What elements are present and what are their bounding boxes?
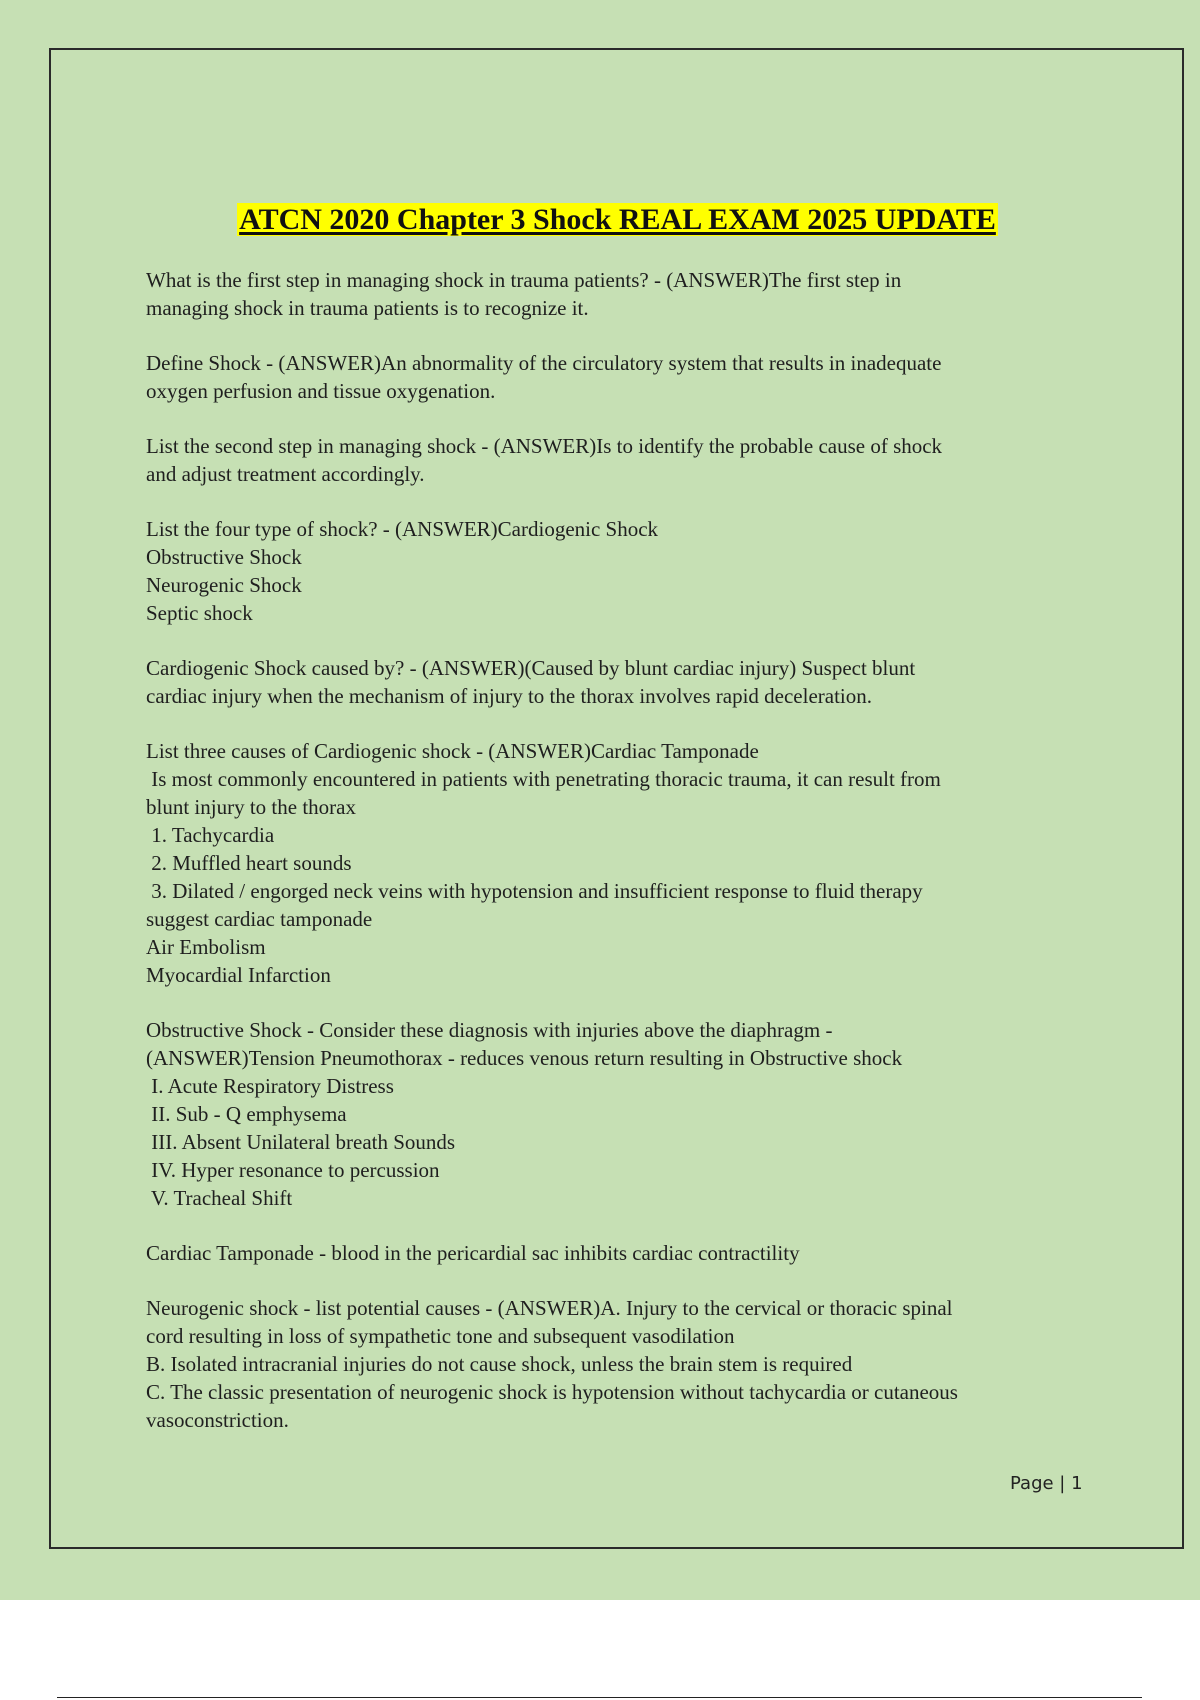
text-line: Cardiogenic Shock caused by? - (ANSWER)(Caused by blunt cardiac injury) Suspect blunt xyxy=(146,656,916,680)
text-line: Obstructive Shock - Consider these diagnosis with injuries above the diaphragm - xyxy=(146,1018,833,1042)
text-line: (ANSWER)Tension Pneumothorax - reduces venous return resulting in Obstructive shock xyxy=(146,1046,903,1070)
text-line: III. Absent Unilateral breath Sounds xyxy=(146,1130,456,1154)
text-line: Septic shock xyxy=(146,601,253,625)
page-number: Page | 1 xyxy=(1010,1473,1083,1494)
text-line: V. Tracheal Shift xyxy=(146,1186,293,1210)
text-line: blunt injury to the thorax xyxy=(146,795,356,819)
text-line: and adjust treatment accordingly. xyxy=(146,462,425,486)
text-line: 3. Dilated / engorged neck veins with hypotension and insufficient response to fluid therapy xyxy=(146,879,923,903)
qa-paragraph xyxy=(146,654,1096,710)
text-line: Neurogenic shock - list potential causes - (ANSWER)A. Injury to the cervical or thoracic spinal xyxy=(146,1296,953,1320)
text-line: 1. Tachycardia xyxy=(146,823,275,847)
text-line: Define Shock - (ANSWER)An abnormality of the circulatory system that results in inadequate xyxy=(146,351,942,375)
text-line: List the four type of shock? - (ANSWER)Cardiogenic Shock xyxy=(146,517,659,541)
qa-paragraph xyxy=(146,432,1096,488)
text-line: I. Acute Respiratory Distress xyxy=(146,1074,394,1098)
text-line: Is most commonly encountered in patients with penetrating thoracic trauma, it can result from xyxy=(146,767,941,791)
text-line: II. Sub - Q emphysema xyxy=(146,1102,347,1126)
text-line: Myocardial Infarction xyxy=(146,963,331,987)
text-line: 2. Muffled heart sounds xyxy=(146,851,352,875)
document-title-text: ATCN 2020 Chapter 3 Shock REAL EXAM 2025 UPDATE xyxy=(239,203,996,236)
text-line: cardiac injury when the mechanism of injury to the thorax involves rapid deceleration. xyxy=(146,684,873,708)
qa-paragraph xyxy=(146,1294,1096,1434)
text-line: oxygen perfusion and tissue oxygenation. xyxy=(146,379,496,403)
text-line: What is the first step in managing shock in trauma patients? - (ANSWER)The first step in xyxy=(146,268,902,292)
qa-paragraph xyxy=(146,515,1096,627)
text-line: managing shock in trauma patients is to recognize it. xyxy=(146,296,589,320)
text-line: Air Embolism xyxy=(146,935,266,959)
text-line: suggest cardiac tamponade xyxy=(146,907,373,931)
qa-paragraph xyxy=(146,1239,1096,1267)
text-line: Cardiac Tamponade - blood in the pericardial sac inhibits cardiac contractility xyxy=(146,1241,800,1265)
text-line: Neurogenic Shock xyxy=(146,573,302,597)
qa-paragraph xyxy=(146,266,1096,322)
qa-paragraph xyxy=(146,1016,1096,1212)
text-line: cord resulting in loss of sympathetic tone and subsequent vasodilation xyxy=(146,1324,735,1348)
text-line: C. The classic presentation of neurogenic shock is hypotension without tachycardia or cutaneous xyxy=(146,1380,958,1404)
document-body xyxy=(146,266,1096,1461)
document-title xyxy=(0,200,1200,240)
text-line: B. Isolated intracranial injuries do not cause shock, unless the brain stem is required xyxy=(146,1352,853,1376)
qa-paragraph xyxy=(146,737,1096,989)
text-line: List the second step in managing shock - (ANSWER)Is to identify the probable cause of shock xyxy=(146,434,943,458)
text-line: vasoconstriction. xyxy=(146,1408,289,1432)
text-line: Obstructive Shock xyxy=(146,545,302,569)
text-line: IV. Hyper resonance to percussion xyxy=(146,1158,440,1182)
qa-paragraph xyxy=(146,349,1096,405)
page-divider xyxy=(57,1697,1142,1698)
text-line: List three causes of Cardiogenic shock - (ANSWER)Cardiac Tamponade xyxy=(146,739,759,763)
